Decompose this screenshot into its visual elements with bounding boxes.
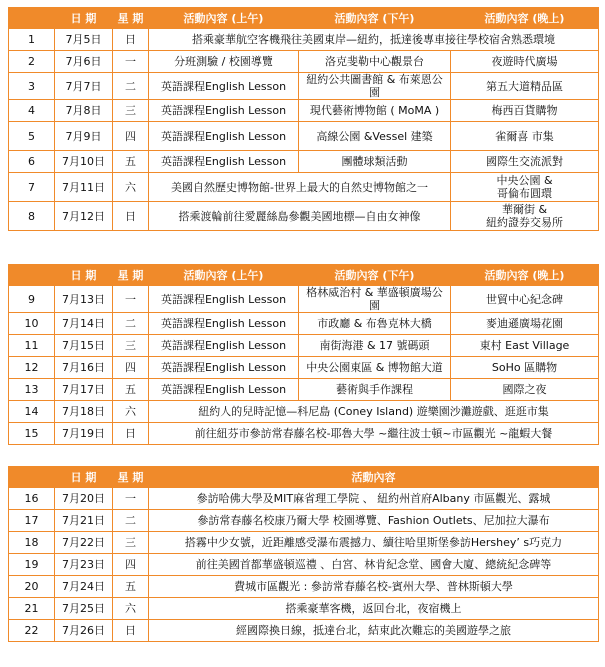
weekday-cell: 二 — [113, 313, 149, 335]
weekday-cell: 四 — [113, 554, 149, 576]
activity-full-day: 參訪哈佛大學及MIT麻省理工學院 、 紐約州首府Albany 市區觀光、露城 — [149, 488, 599, 510]
date-cell: 7月15日 — [55, 335, 113, 357]
table-row — [9, 510, 599, 532]
activity-pm: 現代藝術博物館 ( MoMA ) — [299, 100, 451, 122]
activity-full-day: 前往美國首都華盛頓巡禮 、白宮、林肯紀念堂、國會大廈、總統紀念碑等 — [149, 554, 599, 576]
activity-am: 英語課程English Lesson — [149, 73, 299, 100]
date-cell: 7月20日 — [55, 488, 113, 510]
activity-eve: 雀爾喜 市集 — [451, 122, 599, 151]
table-row — [9, 532, 599, 554]
weekday-cell: 二 — [113, 510, 149, 532]
activity-pm: 高線公園 &Vessel 建築 — [299, 122, 451, 151]
header-weekday: 星 期 — [113, 265, 149, 286]
table-header-row — [9, 8, 599, 29]
date-cell: 7月5日 — [55, 29, 113, 51]
weekday-cell: 日 — [113, 423, 149, 445]
activity-am: 英語課程English Lesson — [149, 379, 299, 401]
header-am: 活動內容 (上午) — [149, 8, 299, 29]
day-number: 13 — [9, 379, 55, 401]
date-cell: 7月24日 — [55, 576, 113, 598]
activity-eve: 東村 East Village — [451, 335, 599, 357]
weekday-cell: 四 — [113, 122, 149, 151]
header-no — [9, 8, 55, 29]
weekday-cell: 一 — [113, 286, 149, 313]
weekday-cell: 五 — [113, 379, 149, 401]
weekday-cell: 六 — [113, 598, 149, 620]
date-cell: 7月22日 — [55, 532, 113, 554]
date-cell: 7月10日 — [55, 151, 113, 173]
day-number: 21 — [9, 598, 55, 620]
day-number: 5 — [9, 122, 55, 151]
day-number: 9 — [9, 286, 55, 313]
day-number: 7 — [9, 173, 55, 202]
day-number: 2 — [9, 51, 55, 73]
header-date: 日 期 — [55, 467, 113, 488]
activity-pm: 藝術與手作課程 — [299, 379, 451, 401]
date-cell: 7月19日 — [55, 423, 113, 445]
table-row — [9, 488, 599, 510]
day-number: 11 — [9, 335, 55, 357]
activity-full-day: 搭乘豪華客機，返回台北，夜宿機上 — [149, 598, 599, 620]
day-number: 17 — [9, 510, 55, 532]
activity-pm: 南街海港 & 17 號碼頭 — [299, 335, 451, 357]
weekday-cell: 日 — [113, 29, 149, 51]
table-row — [9, 151, 599, 173]
date-cell: 7月17日 — [55, 379, 113, 401]
day-number: 8 — [9, 202, 55, 231]
date-cell: 7月18日 — [55, 401, 113, 423]
activity-am: 英語課程English Lesson — [149, 100, 299, 122]
activity-pm: 紐約公共圖書館 & 布萊恩公園 — [299, 73, 451, 100]
date-cell: 7月13日 — [55, 286, 113, 313]
activity-pm: 團體球類活動 — [299, 151, 451, 173]
activity-am: 英語課程English Lesson — [149, 122, 299, 151]
header-eve: 活動內容 (晚上) — [451, 265, 599, 286]
table-row — [9, 335, 599, 357]
activity-pm: 中央公園東區 & 博物館大道 — [299, 357, 451, 379]
activity-am: 英語課程English Lesson — [149, 335, 299, 357]
table-row — [9, 73, 599, 100]
activity-eve: 麥迪遜廣場花園 — [451, 313, 599, 335]
activity-eve: 國際之夜 — [451, 379, 599, 401]
day-number: 20 — [9, 576, 55, 598]
activity-pm: 洛克斐勒中心觀景台 — [299, 51, 451, 73]
activity-pm: 格林威治村 & 華盛頓廣場公園 — [299, 286, 451, 313]
header-pm: 活動內容 (下午) — [299, 265, 451, 286]
activity-eve: 中央公園 & 哥倫布圓環 — [451, 173, 599, 202]
weekday-cell: 三 — [113, 100, 149, 122]
weekday-cell: 六 — [113, 401, 149, 423]
date-cell: 7月23日 — [55, 554, 113, 576]
table-row — [9, 51, 599, 73]
table-row — [9, 202, 599, 231]
activity-eve: 世貿中心紀念碑 — [451, 286, 599, 313]
weekday-cell: 三 — [113, 532, 149, 554]
day-number: 1 — [9, 29, 55, 51]
table-row — [9, 313, 599, 335]
weekday-cell: 三 — [113, 335, 149, 357]
header-am: 活動內容 (上午) — [149, 265, 299, 286]
table-row — [9, 100, 599, 122]
activity-am: 英語課程English Lesson — [149, 357, 299, 379]
header-eve: 活動內容 (晚上) — [451, 8, 599, 29]
day-number: 15 — [9, 423, 55, 445]
table-row — [9, 286, 599, 313]
date-cell: 7月11日 — [55, 173, 113, 202]
weekday-cell: 日 — [113, 620, 149, 642]
weekday-cell: 四 — [113, 357, 149, 379]
date-cell: 7月16日 — [55, 357, 113, 379]
activity-eve: 梅西百貨購物 — [451, 100, 599, 122]
weekday-cell: 六 — [113, 173, 149, 202]
day-number: 14 — [9, 401, 55, 423]
date-cell: 7月14日 — [55, 313, 113, 335]
activity-full-day: 搭霧中少女號，近距離感受瀑布震撼力、續往哈里斯堡參訪Hershey’ s巧克力 — [149, 532, 599, 554]
date-cell: 7月9日 — [55, 122, 113, 151]
activity-full-day: 費城市區觀光 : 參訪常春藤名校-賓州大學、普林斯頓大學 — [149, 576, 599, 598]
day-number: 19 — [9, 554, 55, 576]
day-number: 6 — [9, 151, 55, 173]
header-weekday: 星 期 — [113, 8, 149, 29]
day-number: 12 — [9, 357, 55, 379]
table-row — [9, 379, 599, 401]
table-row — [9, 173, 599, 202]
header-activity: 活動內容 — [149, 467, 599, 488]
activity-full-day: 前往紐芬市參訪常春藤名校-耶魯大學 ~繼往波士頓~市區觀光 ~龍蝦大餐 — [149, 423, 599, 445]
table-row — [9, 423, 599, 445]
activity-am-pm: 搭乘渡輪前往愛麗絲島參觀美國地標—自由女神像 — [149, 202, 451, 231]
table-row — [9, 29, 599, 51]
date-cell: 7月26日 — [55, 620, 113, 642]
activity-eve: 國際生交流派對 — [451, 151, 599, 173]
day-number: 22 — [9, 620, 55, 642]
activity-eve: 第五大道精品區 — [451, 73, 599, 100]
activity-am: 英語課程English Lesson — [149, 151, 299, 173]
date-cell: 7月21日 — [55, 510, 113, 532]
weekday-cell: 五 — [113, 151, 149, 173]
date-cell: 7月12日 — [55, 202, 113, 231]
weekday-cell: 一 — [113, 51, 149, 73]
activity-am: 英語課程English Lesson — [149, 286, 299, 313]
day-number: 4 — [9, 100, 55, 122]
schedule-week-2 — [8, 264, 599, 445]
activity-full-day: 紐約人的兒時記憶—科尼島 (Coney Island) 遊樂園沙灘遊戲、逛逛市集 — [149, 401, 599, 423]
header-no — [9, 265, 55, 286]
table-row — [9, 576, 599, 598]
schedule-week-1 — [8, 7, 599, 231]
table-header-row — [9, 265, 599, 286]
day-number: 3 — [9, 73, 55, 100]
activity-full-day: 參訪常春藤名校康乃爾大學 校園導覽、Fashion Outlets、尼加拉大瀑布 — [149, 510, 599, 532]
date-cell: 7月7日 — [55, 73, 113, 100]
activity-am-pm: 美國自然歷史博物館-世界上最大的自然史博物館之一 — [149, 173, 451, 202]
date-cell: 7月8日 — [55, 100, 113, 122]
activity-pm: 市政廳 & 布魯克林大橋 — [299, 313, 451, 335]
weekday-cell: 二 — [113, 73, 149, 100]
header-date: 日 期 — [55, 8, 113, 29]
header-date: 日 期 — [55, 265, 113, 286]
table-row — [9, 122, 599, 151]
header-no — [9, 467, 55, 488]
date-cell: 7月6日 — [55, 51, 113, 73]
day-number: 10 — [9, 313, 55, 335]
table-row — [9, 357, 599, 379]
weekday-cell: 日 — [113, 202, 149, 231]
weekday-cell: 一 — [113, 488, 149, 510]
table-row — [9, 554, 599, 576]
activity-eve: SoHo 區購物 — [451, 357, 599, 379]
date-cell: 7月25日 — [55, 598, 113, 620]
table-row — [9, 620, 599, 642]
activity-eve: 夜遊時代廣場 — [451, 51, 599, 73]
activity-full-day: 經國際換日線，抵達台北，結束此次難忘的美國遊學之旅 — [149, 620, 599, 642]
activity-full-day: 搭乘豪華航空客機飛往美國東岸—紐約，抵達後專車接往學校宿舍熟悉環境 — [149, 29, 599, 51]
activity-eve: 華爾街 & 紐約證券交易所 — [451, 202, 599, 231]
header-pm: 活動內容 (下午) — [299, 8, 451, 29]
table-header-row — [9, 467, 599, 488]
schedule-week-3 — [8, 466, 599, 642]
day-number: 16 — [9, 488, 55, 510]
activity-am: 英語課程English Lesson — [149, 313, 299, 335]
day-number: 18 — [9, 532, 55, 554]
table-row — [9, 401, 599, 423]
weekday-cell: 五 — [113, 576, 149, 598]
activity-am: 分班測驗 / 校園導覽 — [149, 51, 299, 73]
table-row — [9, 598, 599, 620]
header-weekday: 星 期 — [113, 467, 149, 488]
